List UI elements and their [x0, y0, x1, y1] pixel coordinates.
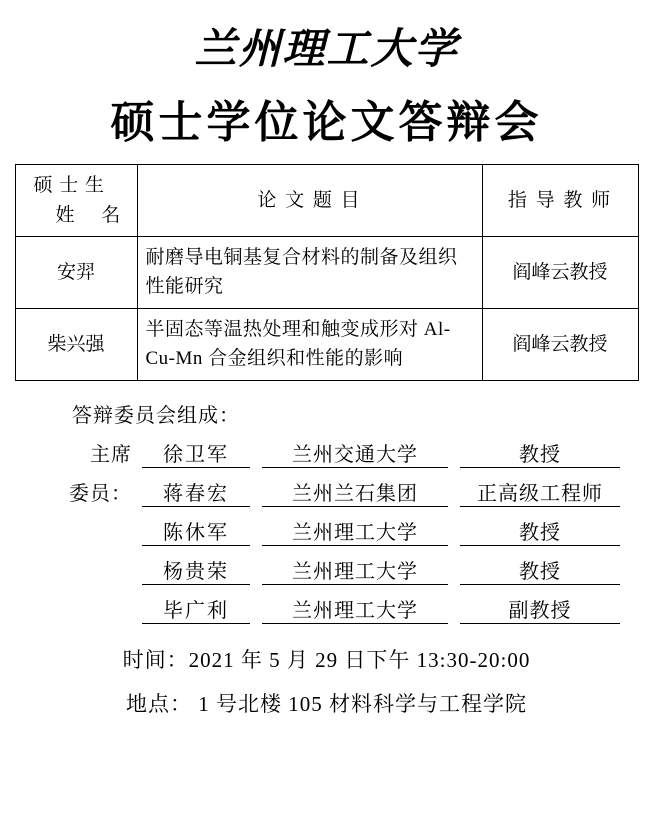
member-rank: 教授	[460, 438, 620, 468]
member-rank: 副教授	[460, 594, 620, 624]
member-role: 委员：	[69, 482, 132, 505]
page-title: 硕士学位论文答辩会	[110, 98, 543, 148]
member-org: 兰州理工大学	[262, 555, 448, 585]
member-name: 陈休军	[142, 516, 250, 546]
cell-adviser: 阎峰云教授	[482, 236, 638, 308]
committee-member-row	[14, 477, 639, 507]
committee-member-row	[14, 516, 639, 546]
committee-member-row	[14, 594, 639, 624]
member-rank: 正高级工程师	[460, 477, 620, 507]
table-row	[15, 308, 638, 380]
cell-student-name: 安羿	[15, 236, 137, 308]
table-row	[15, 236, 638, 308]
committee-member-row	[14, 438, 639, 468]
member-role: 主席	[90, 443, 132, 466]
header-name-line2: 姓 名	[55, 204, 122, 226]
member-name: 徐卫军	[142, 438, 250, 468]
header-cell-thesis-title: 论 文 题 目	[137, 165, 482, 237]
member-org: 兰州兰石集团	[262, 477, 448, 507]
defense-time: 时间：2021 年 5 月 29 日下午 13:30-20:00	[122, 647, 531, 672]
member-name: 蒋春宏	[142, 477, 250, 507]
committee-member-row	[14, 555, 639, 585]
header-cell-adviser: 指 导 教 师	[482, 165, 638, 237]
member-rank: 教授	[460, 516, 620, 546]
cell-thesis-title: 耐磨导电铜基复合材料的制备及组织性能研究	[137, 236, 482, 308]
cell-thesis-title: 半固态等温热处理和触变成形对 Al-Cu-Mn 合金组织和性能的影响	[137, 308, 482, 380]
header-name-line1: 硕 士 生	[33, 175, 106, 197]
member-name: 毕广利	[142, 594, 250, 624]
member-org: 兰州交通大学	[262, 438, 448, 468]
defense-place: 地点： 1 号北楼 105 材料科学与工程学院	[126, 691, 527, 716]
member-rank: 教授	[460, 555, 620, 585]
defense-table	[15, 164, 639, 381]
member-org: 兰州理工大学	[262, 594, 448, 624]
cell-student-name: 柴兴强	[15, 308, 137, 380]
member-name: 杨贵荣	[142, 555, 250, 585]
table-header-row	[15, 165, 638, 237]
university-logo: 兰州理工大学	[194, 27, 459, 73]
poster-page	[0, 28, 653, 827]
cell-adviser: 阎峰云教授	[482, 308, 638, 380]
member-org: 兰州理工大学	[262, 516, 448, 546]
committee-members	[14, 438, 639, 624]
header-cell-name	[15, 165, 137, 237]
committee-label: 答辩委员会组成：	[72, 404, 240, 427]
